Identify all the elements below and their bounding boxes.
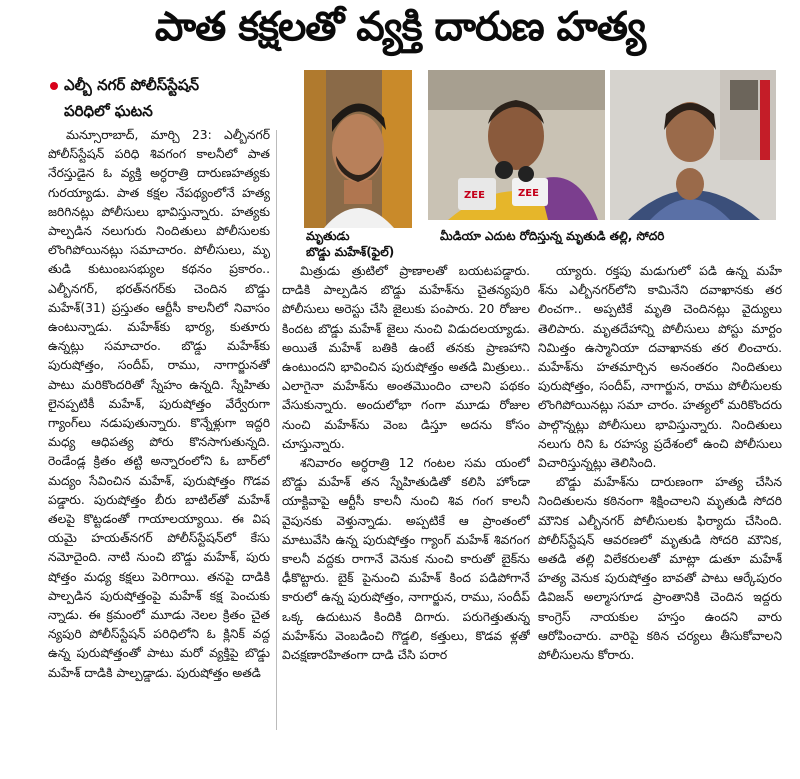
col1-paragraph-1: మన్సూరాబాద్, మార్చి 23: ఎల్బీనగర్ పోలీస్‌స్టేషన్ పరిధి శివగంగ కాలనీలో పాత నేరస్తుడైన ఓ వ్యక్తి అర్ధరాత్రి దారుణహత్యకు గురయ్యాడు. పాత కక్షల నేపథ్యంలోనే హత్య జరిగినట్లు పోలీసులు భావిస్తున్నారు. హత్యకు పాల్పడిన నలుగురు నిందితులు పోలీసులకు లొంగిపోయినట్లు సమాచారం. పోలీసులు, మృ తుడి కుటుంబసభ్యుల కథనం ప్రకారం.. ఎల్బీనగర్, భరత్‌నగర్‌కు చెందిన బొడ్డు మహేశ్(31) ప్రస్తుతం ఆర్టీసీ కాలనీలో నివాసం ఉంటున్నాడు. మహేశ్‌కు భార్య, కుతూరు ఉన్నట్లు సమాచారం. బొడ్డు మహేశ్‌కు పురుషోత్తం, సందీప్, రాము, నాగార్జునతో పాటు మరికొందరితో స్నేహం ఉన్నది. స్నేహితు లైనప్పటికీ మహేశ్, పురుషోత్తం వేర్వేరుగా గ్యాంగ్‌లు నడుపుతున్నారు. కొన్నేళ్లుగా ఇద్దరి మధ్య ఆధిపత్య పోరు కొనసాగుతున్నది. రెండేండ్ల క్రితం తట్టి అన్నారంలోని ఓ బార్‌లో మద్యం సేవించిన మహేశ్, పురుషోత్తం గొడవ పడ్డారు. పురుషోత్తం బీరు బాటిల్‌తో మహేశ్ తలపై కొట్టడంతో గాయాలయ్యాయి. ఈ విష యమై హయత్‌నగర్ పోలీస్‌స్టేషన్‌లో కేసు నమోదైంది. నాటి నుంచి బొడ్డు మహేశ్, పురు షోత్తం మధ్య కక్షలు పెరిగాయి. తనపై దాడికి పాల్పడిన పురుషోత్తంపై మహేశ్ కక్ష పెంచుకు న్నాడు. ఈ క్రమంలో మూడు నెలల క్రితం చైత న్యపురి పోలీస్‌స్టేషన్ పరిధిలోని ఓ క్లినిక్ వద్ద ఉన్న పురుషోత్తంతో పాటు మరో వ్యక్తిపై బొడ్డు మహేశ్ దాడికి పాల్పడ్డాడు. పురుషోత్తం అతడి — [48, 128, 270, 680]
article-column-1 — [48, 126, 270, 766]
page-headline: పాత కక్షలతో వ్యక్తి దారుణ హత్య — [154, 4, 646, 50]
kicker-line-1: ఎల్బీ నగర్ పోలీస్‌స్టేషన్ — [64, 76, 200, 94]
mic-label-2: ZEE — [518, 188, 539, 199]
bullet-dot — [50, 82, 58, 90]
victim-photo — [304, 70, 412, 228]
col2-paragraph-2: శనివారం అర్ధరాత్రి 12 గంటల సమ యంలో బొడ్డు మహేశ్ తన స్నేహితుడితో కలిసి హోండా యాక్టివాపై ఆర్టీసీ కాలనీ నుంచి శివ గంగ కాలనీ వైపునకు వెళ్తున్నాడు. అప్పటికే ఆ ప్రాంతంలో మాటువేసి ఉన్న పురుషోత్తం గ్యాంగ్ మహేశ్ శివగంగ కాలనీ వద్దకు రాగానే వెనుక నుంచి కారుతో బైక్‌ను ఢీకొట్టారు. బైక్ పైనుంచి మహేశ్ కింద పడిపోగానే కారులో ఉన్న పురుషోత్తం, నాగార్జున, రాము, సందీప్ ఒక్క ఉదుటున కిందికి దిగారు. పరుగెత్తుతున్న మహేశ్‌ను వెంబడించి గొడ్డలి, కత్తులు, కొడవ ళ్లతో విచక్షణారహితంగా దాడి చేసి పరార — [282, 456, 530, 663]
kicker-line-2: పరిధిలో ఘటన — [64, 102, 153, 120]
article-column-3 — [538, 262, 782, 762]
family-caption: మీడియా ఎదుట రోదిస్తున్న మృతుడి తల్లి, సోదరి — [440, 229, 665, 243]
column-divider — [276, 130, 277, 730]
col3-paragraph-2: బొడ్డు మహేశ్‌ను దారుణంగా హత్య చేసిన నిందితులను కఠినంగా శిక్షించాలని మృతుడి సోదరి మౌనిక ఎల్బీనగర్ పోలీసులకు ఫిర్యాదు చేసింది. పోలీస్‌స్టేషన్ ఆవరణలో మృతుడి సోదరి మౌనిక, అతడి తల్లి విలేకరులతో మాట్లా డుతూ మహేశ్ హత్య వెనుక పురుషోత్తం బావతో పాటు ఆర్కేపురం డివిజన్ అల్మాసగూడ ప్రాంతానికి చెందిన ఇద్దరు కాంగ్రెస్ నాయకుల హస్తం ఉందని వారు ఆరోపించారు. వారిపై కఠిన చర్యలు తీసుకోవాలని పోలీసులను కోరారు. — [538, 475, 782, 663]
mother-photo — [428, 70, 605, 220]
col3-paragraph-1: య్యారు. రక్తపు మడుగులో పడి ఉన్న మహే శ్‌ను ఎల్బీనగర్‌లోని కామినేని దవాఖానకు తర లించగా.. అప్పటికే మృతి చెందినట్లు వైద్యులు తెలిపారు. మృతదేహాన్ని పోలీసులు పోస్టు మార్టం నిమిత్తం ఉస్మానియా దవాఖానకు తర లించారు. మహేశ్‌ను హతమార్చిన అనంతరం నిందితులు పురుషోత్తం, సందీప్, నాగార్జున, రాము పోలీసులకు లొంగిపోయినట్లు సమా చారం. హత్యలో మరికొందరు పాల్గొన్నట్లు పోలీసులు భావిస్తున్నారు. నిందితులు నలుగు రిని ఓ రహస్య ప్రదేశంలో ఉంచి పోలీసులు విచారిస్తున్నట్లు తెలిసింది. — [538, 264, 782, 471]
sister-photo — [610, 70, 776, 220]
mic-label-1: ZEE — [464, 190, 485, 201]
col2-paragraph-1: మిత్రుడు త్రుటిలో ప్రాణాలతో బయటపడ్డారు. దాడికి పాల్పడిన బొడ్డు మహేశ్‌ను చైతన్యపురి పోలీసులు అరెస్టు చేసి జైలుకు పంపారు. 20 రోజుల కిందట బొడ్డు మహేశ్ జైలు నుంచి విడుదలయ్యాడు. అయితే మహేశ్ బతికి ఉంటే తనకు ప్రాణహాని ఉంటుందని భావించిన పురుషోత్తం అతడి మిత్రులు.. ఎలాగైనా మహేశ్‌ను అంతమొందిం చాలని పథకం వేసుకున్నారు. అందులోభా గంగా మూడు రోజుల నుంచి మహేశ్‌ను వెంబ డిస్తూ అదను కోసం చూస్తున్నారు. — [282, 264, 530, 451]
victim-caption-line-2: బొడ్డు మహేశ్(ఫైల్) — [306, 245, 395, 259]
kicker — [50, 72, 280, 124]
article-column-2 — [282, 262, 530, 762]
victim-caption — [306, 228, 456, 260]
victim-caption-line-1: మృతుడు — [306, 229, 350, 243]
